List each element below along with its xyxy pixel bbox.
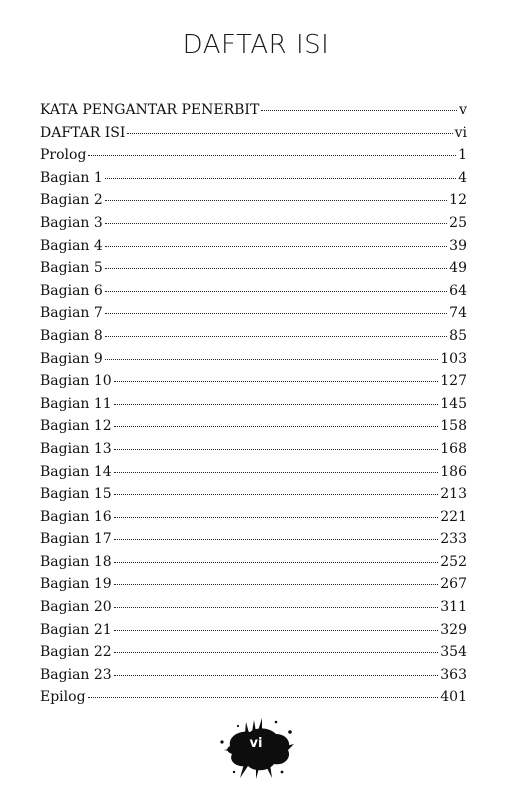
toc-dot-leader [88,697,439,698]
toc-entry-page: 49 [449,260,467,277]
toc-entry [40,147,467,170]
toc-entry [40,373,467,396]
toc-entry-label: Bagian 13 [40,440,112,457]
toc-dot-leader [114,562,439,563]
toc-dot-leader [114,517,439,518]
toc-entry-page: 221 [440,508,467,525]
toc-entry [40,554,467,577]
toc-dot-leader [261,110,457,111]
toc-entry-label: Bagian 8 [40,327,103,344]
toc-entry-label: Bagian 4 [40,237,103,254]
toc-entry [40,622,467,645]
toc-entry-label: Bagian 19 [40,576,112,593]
toc-entry [40,396,467,419]
toc-dot-leader [105,268,447,269]
toc-dot-leader [105,246,447,247]
toc-dot-leader [114,652,439,653]
toc-entry [40,667,467,690]
toc-dot-leader [114,675,439,676]
toc-entry [40,689,467,712]
toc-entry-label: Bagian 3 [40,214,103,231]
toc-entry [40,125,467,148]
page-number-badge [216,716,296,780]
toc-entry-page: 354 [440,644,467,661]
toc-entry [40,531,467,554]
toc-dot-leader [114,404,439,405]
toc-entry-label: KATA PENGANTAR PENERBIT [40,102,260,118]
toc-entry-page: 39 [449,237,467,254]
toc-entry-label: Epilog [40,689,86,706]
toc-entry-label: Bagian 9 [40,350,103,367]
toc-dot-leader [105,336,447,337]
toc-entry [40,576,467,599]
toc-entry-label: DAFTAR ISI [40,124,126,141]
toc-entry-page: 4 [458,169,467,186]
toc-entry-page: 186 [440,463,467,480]
toc-entry [40,599,467,622]
toc-entry [40,260,467,283]
toc-entry [40,215,467,238]
toc-entry-page: 127 [440,373,467,390]
toc-entry-label: Bagian 14 [40,463,112,480]
toc-entry-page: 103 [440,350,467,367]
toc-entry-label: Bagian 16 [40,508,112,525]
toc-dot-leader [114,584,439,585]
page-title: DAFTAR ISI [182,30,330,60]
toc-entry-page: 85 [449,327,467,344]
toc-dot-leader [114,472,439,473]
toc-entry-label: Bagian 7 [40,305,103,322]
toc-entry [40,328,467,351]
toc-dot-leader [114,607,439,608]
table-of-contents [40,102,467,712]
toc-entry-page: 168 [440,440,467,457]
toc-entry-page: 401 [440,689,467,706]
toc-entry-label: Bagian 5 [40,260,103,277]
toc-entry-label: Bagian 22 [40,644,112,661]
toc-dot-leader [114,381,439,382]
toc-entry [40,441,467,464]
toc-entry-page: vi [454,124,467,141]
toc-entry-page: 12 [449,192,467,209]
toc-entry-label: Bagian 15 [40,486,112,503]
toc-entry [40,464,467,487]
toc-entry-label: Bagian 12 [40,418,112,435]
toc-entry-label: Bagian 1 [40,169,103,186]
toc-entry-page: 145 [440,395,467,412]
toc-dot-leader [105,223,447,224]
toc-dot-leader [105,178,456,179]
toc-entry-page: 311 [440,599,467,616]
toc-entry-label: Prolog [40,147,87,164]
toc-dot-leader [114,630,439,631]
toc-entry-label: Bagian 17 [40,531,112,548]
toc-dot-leader [105,291,447,292]
toc-entry-label: Bagian 23 [40,666,112,683]
toc-entry [40,644,467,667]
toc-entry [40,192,467,215]
page-number: vi [249,736,263,751]
toc-entry [40,283,467,306]
toc-entry [40,238,467,261]
toc-entry-label: Bagian 11 [40,395,112,412]
toc-dot-leader [105,359,438,360]
toc-entry-page: 252 [440,553,467,570]
toc-entry-page: 74 [449,305,467,322]
toc-entry [40,509,467,532]
toc-entry-page: 329 [440,621,467,638]
toc-entry-page: 267 [440,576,467,593]
toc-entry-page: 64 [449,282,467,299]
toc-entry-page: 25 [449,214,467,231]
toc-entry-label: Bagian 6 [40,282,103,299]
toc-dot-leader [105,313,447,314]
toc-entry [40,418,467,441]
toc-entry-label: Bagian 21 [40,621,112,638]
toc-dot-leader [127,133,452,134]
toc-dot-leader [88,155,456,156]
toc-dot-leader [105,200,447,201]
toc-dot-leader [114,449,439,450]
toc-entry [40,351,467,374]
toc-entry-label: Bagian 10 [40,373,112,390]
toc-dot-leader [114,426,439,427]
toc-entry-label: Bagian 18 [40,553,112,570]
toc-entry-page: 233 [440,531,467,548]
toc-entry-page: 1 [458,147,467,164]
toc-entry-page: 213 [440,486,467,503]
toc-entry-page: 363 [440,666,467,683]
toc-entry [40,486,467,509]
toc-entry [40,102,467,125]
toc-entry-page: 158 [440,418,467,435]
toc-entry-label: Bagian 2 [40,192,103,209]
toc-entry [40,305,467,328]
toc-entry-label: Bagian 20 [40,599,112,616]
toc-dot-leader [114,539,439,540]
toc-dot-leader [114,494,439,495]
toc-entry-page: v [459,102,467,118]
toc-entry [40,170,467,193]
